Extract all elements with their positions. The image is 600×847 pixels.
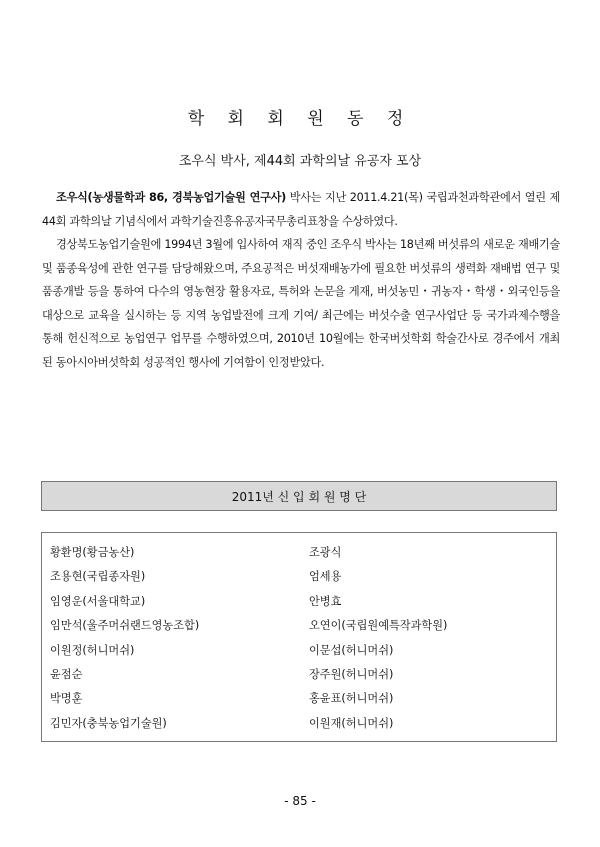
member-entry: 박명훈	[50, 692, 83, 706]
article-paragraph-1	[42, 186, 560, 233]
member-entry: 김민자(충북농업기술원)	[50, 716, 167, 730]
member-entry: 황환명(황금농산)	[50, 546, 135, 559]
member-entry: 윤점순	[50, 667, 83, 681]
member-entry: 임영운(서울대학교)	[50, 594, 146, 608]
member-entry: 조용현(국립종자원)	[50, 570, 146, 584]
article-lead-name: 조우식(농생물학과 86, 경북농업기술원 연구사)	[56, 191, 286, 204]
page-title: 학 회 회 원 동 정	[187, 109, 413, 130]
article-paragraph-1-text: 박사는 지난 2011.4.21(목) 국립과천과학관에서 열린 제44회 과학의날 기념식에서 과학기술진흥유공자국무총리표창을 수상하였다.	[42, 191, 560, 228]
member-entry: 안병효	[309, 594, 342, 608]
member-list-left-column	[50, 541, 199, 736]
article-body	[42, 186, 560, 374]
member-entry: 엄세용	[309, 570, 342, 584]
member-list-header: 2011년 신 입 회 원 명 단	[41, 481, 557, 511]
member-entry: 이원재(허니머쉬)	[309, 716, 394, 730]
page-number: - 85 -	[284, 794, 316, 808]
member-entry: 이문섭(허니머쉬)	[309, 643, 394, 657]
member-entry: 이원정(허니머쉬)	[50, 643, 135, 657]
member-entry: 홍윤표(허니머쉬)	[309, 692, 394, 706]
member-entry: 조광식	[309, 546, 342, 559]
article-paragraph-2: 경상북도농업기술원에 1994년 3월에 입사하여 재직 중인 조우식 박사는 18년째 버섯류의 새로운 재배기술 및 품종육성에 관한 연구를 담당해왔으며, 주요공적은 버섯재배농가에 필요한 버섯류의 생력화 재배법 연구 및 품종개발 등을 통하여 다수의 영농현장 활용자료, 특허와 논문을 게재, 버섯농민・귀농자・학생・외국인등을 대상으로 교육을 실시하는 등 지역 농업발전에 크게 기여/ 최근에는 버섯수출 연구사업단 등 국가과제수행을 통해 헌신적으로 농업연구 업무를 수행하였으며, 2010년 10월에는 한국버섯학회 학술간사로 경주에서 개최된 동아시아버섯학회 성공적인 행사에 기여함이 인정받았다.	[42, 238, 560, 369]
article-subtitle: 조우식 박사, 제44회 과학의날 유공자 포상	[178, 154, 422, 169]
member-entry: 임만석(울주머쉬랜드영농조합)	[50, 619, 200, 633]
member-list-right-column	[309, 541, 447, 736]
member-list-box	[41, 532, 557, 742]
member-entry: 오연이(국립원예특작과학원)	[309, 619, 448, 633]
member-entry: 장주원(허니머쉬)	[309, 667, 394, 681]
